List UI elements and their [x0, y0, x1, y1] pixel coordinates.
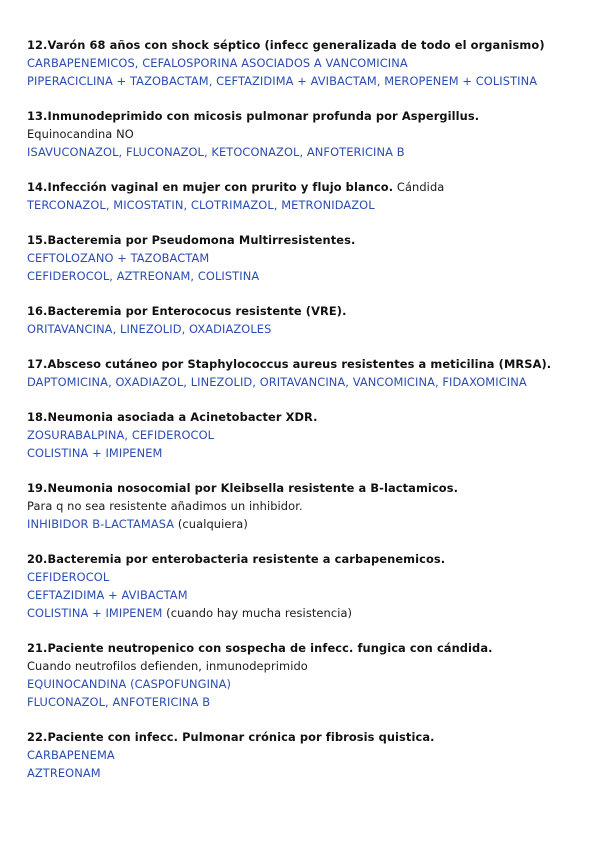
treatment-line: PIPERACICLINA + TAZOBACTAM, CEFTAZIDIMA + AVIBACTAM, MEROPENEM + COLISTINA — [27, 74, 538, 88]
treatment-line: ORITAVANCINA, LINEZOLID, OXADIAZOLES — [27, 322, 272, 336]
case-item — [27, 36, 587, 90]
case-item — [27, 479, 587, 533]
case-question: 12.Varón 68 años con shock séptico (infecc generalizada de todo el organismo) — [27, 38, 545, 52]
treatment-line: TERCONAZOL, MICOSTATIN, CLOTRIMAZOL, METRONIDAZOL — [27, 198, 375, 212]
case-question: 14.Infección vaginal en mujer con prurito y flujo blanco. — [27, 180, 394, 194]
treatment-row — [27, 515, 587, 533]
treatment-note: (cualquiera) — [177, 517, 248, 531]
case-question: 16.Bacteremia por Enterococus resistente (VRE). — [27, 304, 347, 318]
treatment-line: FLUCONAZOL, ANFOTERICINA B — [27, 695, 211, 709]
case-note: Cuando neutrofilos defienden, inmunodeprimido — [27, 659, 308, 673]
treatment-line: INHIBIDOR B-LACTAMASA — [27, 517, 175, 531]
treatment-line: CEFIDEROCOL — [27, 570, 110, 584]
case-question: 13.Inmunodeprimido con micosis pulmonar profunda por Aspergillus. — [27, 109, 480, 123]
case-question: 19.Neumonia nosocomial por Kleibsella resistente a B-lactamicos. — [27, 481, 459, 495]
case-item — [27, 639, 587, 711]
treatment-line: CARBAPENEMICOS, CEFALOSPORINA ASOCIADOS A VANCOMICINA — [27, 56, 408, 70]
treatment-line: AZTREONAM — [27, 766, 101, 780]
case-note: Equinocandina NO — [27, 127, 134, 141]
treatment-line: ZOSURABALPINA, CEFIDEROCOL — [27, 428, 215, 442]
case-question: 20.Bacteremia por enterobacteria resistente a carbapenemicos. — [27, 552, 446, 566]
case-item — [27, 355, 587, 391]
notes-page — [27, 36, 587, 799]
treatment-line: COLISTINA + IMIPENEM — [27, 446, 163, 460]
case-question: 17.Absceso cutáneo por Staphylococcus aureus resistentes a meticilina (MRSA). — [27, 357, 552, 371]
treatment-line: CEFIDEROCOL, AZTREONAM, COLISTINA — [27, 269, 260, 283]
treatment-line: COLISTINA + IMIPENEM — [27, 606, 163, 620]
treatment-line: CEFTOLOZANO + TAZOBACTAM — [27, 251, 210, 265]
treatment-note: (cuando hay mucha resistencia) — [166, 606, 353, 620]
treatment-row — [27, 604, 587, 622]
treatment-line: CEFTAZIDIMA + AVIBACTAM — [27, 588, 188, 602]
case-item — [27, 107, 587, 161]
case-item — [27, 178, 587, 214]
case-item — [27, 231, 587, 285]
case-inline-note: Cándida — [396, 180, 445, 194]
treatment-line: CARBAPENEMA — [27, 748, 115, 762]
case-item — [27, 302, 587, 338]
case-item — [27, 408, 587, 462]
case-question: 15.Bacteremia por Pseudomona Multirresistentes. — [27, 233, 356, 247]
case-question: 18.Neumonia asociada a Acinetobacter XDR. — [27, 410, 318, 424]
case-note: Para q no sea resistente añadimos un inhibidor. — [27, 499, 303, 513]
case-item — [27, 550, 587, 622]
case-question: 21.Paciente neutropenico con sospecha de infecc. fungica con cándida. — [27, 641, 493, 655]
case-question-row — [27, 178, 587, 196]
case-item — [27, 728, 587, 782]
treatment-line: DAPTOMICINA, OXADIAZOL, LINEZOLID, ORITAVANCINA, VANCOMICINA, FIDAXOMICINA — [27, 375, 527, 389]
case-question: 22.Paciente con infecc. Pulmonar crónica por fibrosis quistica. — [27, 730, 435, 744]
treatment-line: ISAVUCONAZOL, FLUCONAZOL, KETOCONAZOL, ANFOTERICINA B — [27, 145, 405, 159]
treatment-line: EQUINOCANDINA (CASPOFUNGINA) — [27, 677, 232, 691]
